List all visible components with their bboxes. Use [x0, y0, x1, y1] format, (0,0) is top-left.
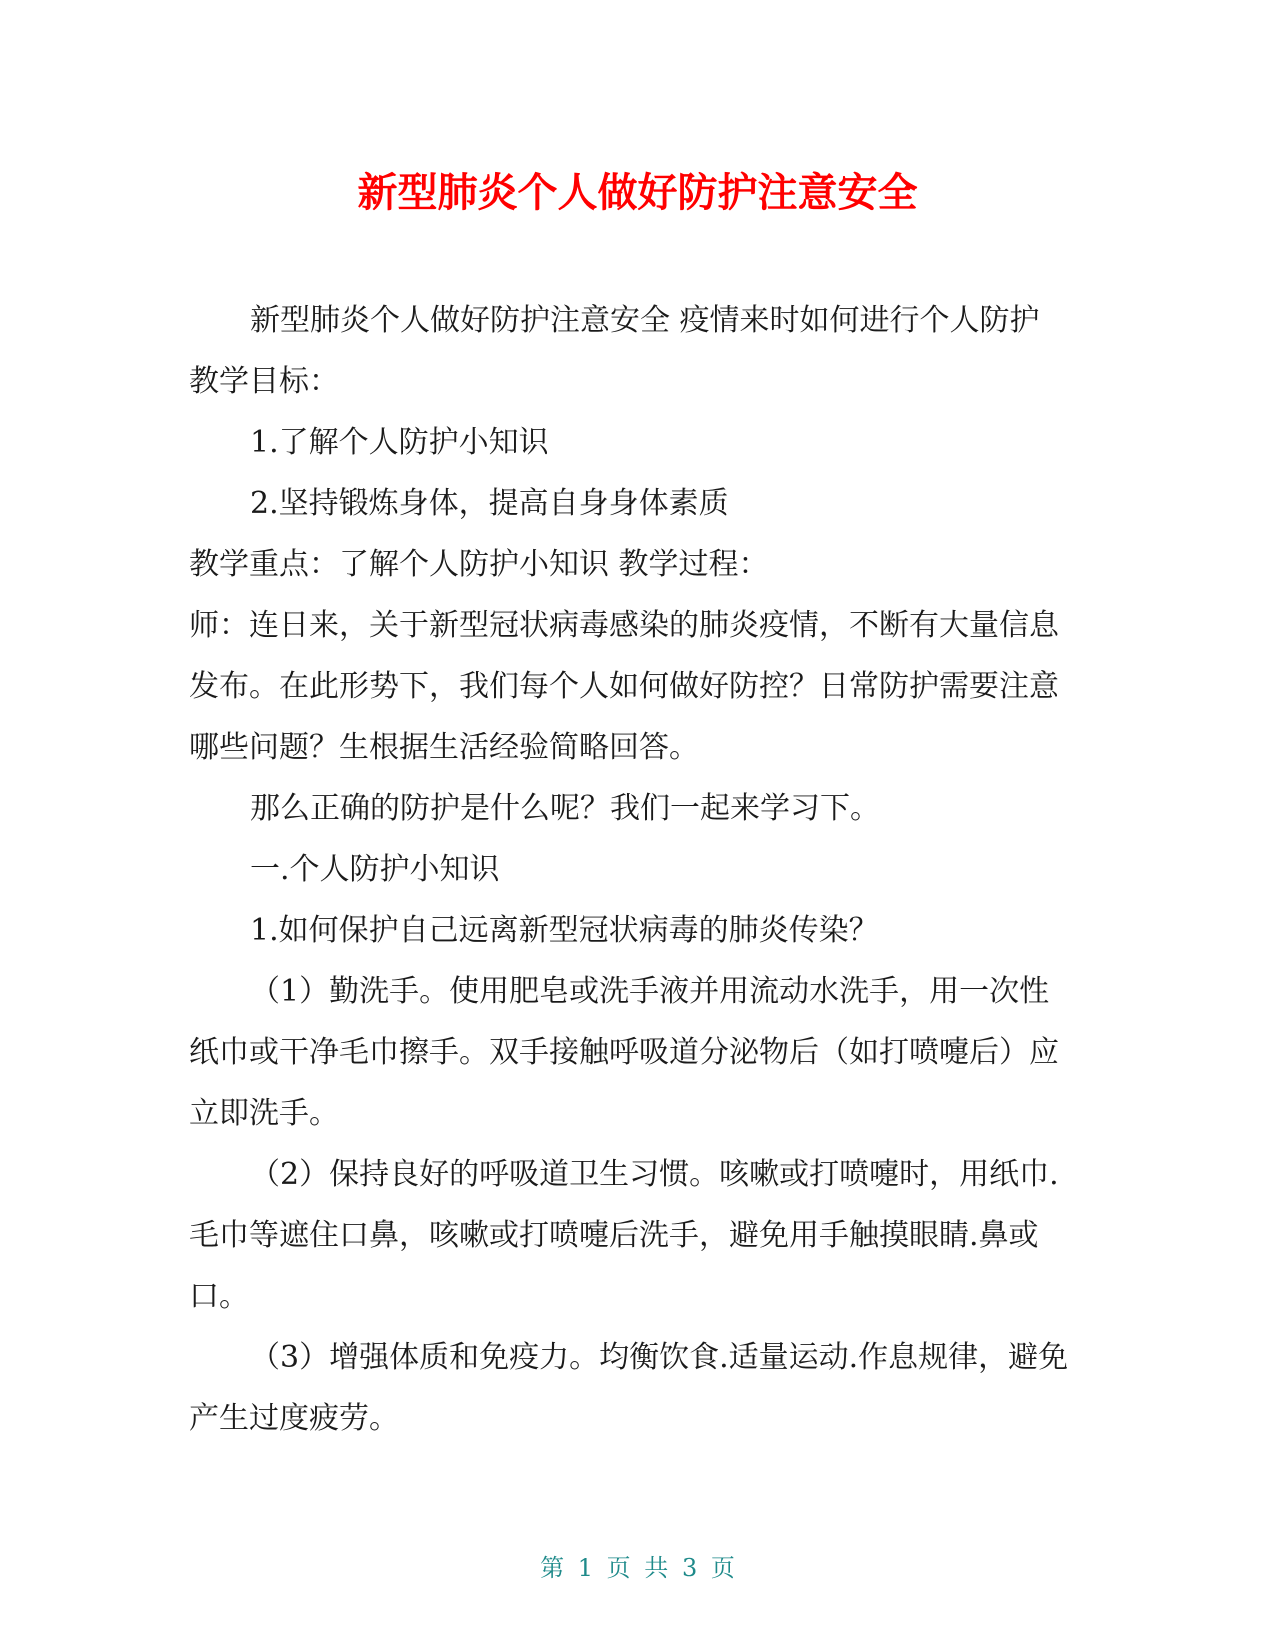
tip-paragraph-1: （1）勤洗手。使用肥皂或洗手液并用流动水洗手，用一次性纸巾或干净毛巾擦手。双手接触呼吸道分泌物后（如打喷嚏后）应立即洗手。	[189, 974, 1059, 1131]
page-footer: 第 1 页 共 3 页	[540, 1554, 735, 1582]
transition-paragraph: 那么正确的防护是什么呢？我们一起来学习下。	[250, 791, 880, 826]
tip-paragraph-2: （2）保持良好的呼吸道卫生习惯。咳嗽或打喷嚏时，用纸巾.毛巾等遮住口鼻，咳嗽或打喷嚏后洗手，避免用手触摸眼睛.鼻或口。	[189, 1157, 1059, 1314]
section-heading-1: 一.个人防护小知识	[250, 852, 500, 887]
document-title: 新型肺炎个人做好防护注意安全	[357, 170, 918, 216]
document-body	[189, 290, 1079, 1449]
teacher-paragraph: 师：连日来，关于新型冠状病毒感染的肺炎疫情，不断有大量信息发布。在此形势下，我们每个人如何做好防控？日常防护需要注意哪些问题？生根据生活经验简略回答。	[189, 608, 1059, 765]
teaching-focus-line: 教学重点：了解个人防护小知识 教学过程：	[189, 547, 769, 582]
intro-paragraph: 新型肺炎个人做好防护注意安全 疫情来时如何进行个人防护	[250, 303, 1040, 338]
goal-item-2: 2.坚持锻炼身体，提高自身身体素质	[250, 486, 729, 521]
tip-paragraph-3: （3）增强体质和免疫力。均衡饮食.适量运动.作息规律，避免产生过度疲劳。	[189, 1340, 1069, 1436]
question-1: 1.如何保护自己远离新型冠状病毒的肺炎传染？	[250, 913, 879, 948]
teaching-goals-heading: 教学目标：	[189, 364, 339, 399]
goal-item-1: 1.了解个人防护小知识	[250, 425, 549, 460]
